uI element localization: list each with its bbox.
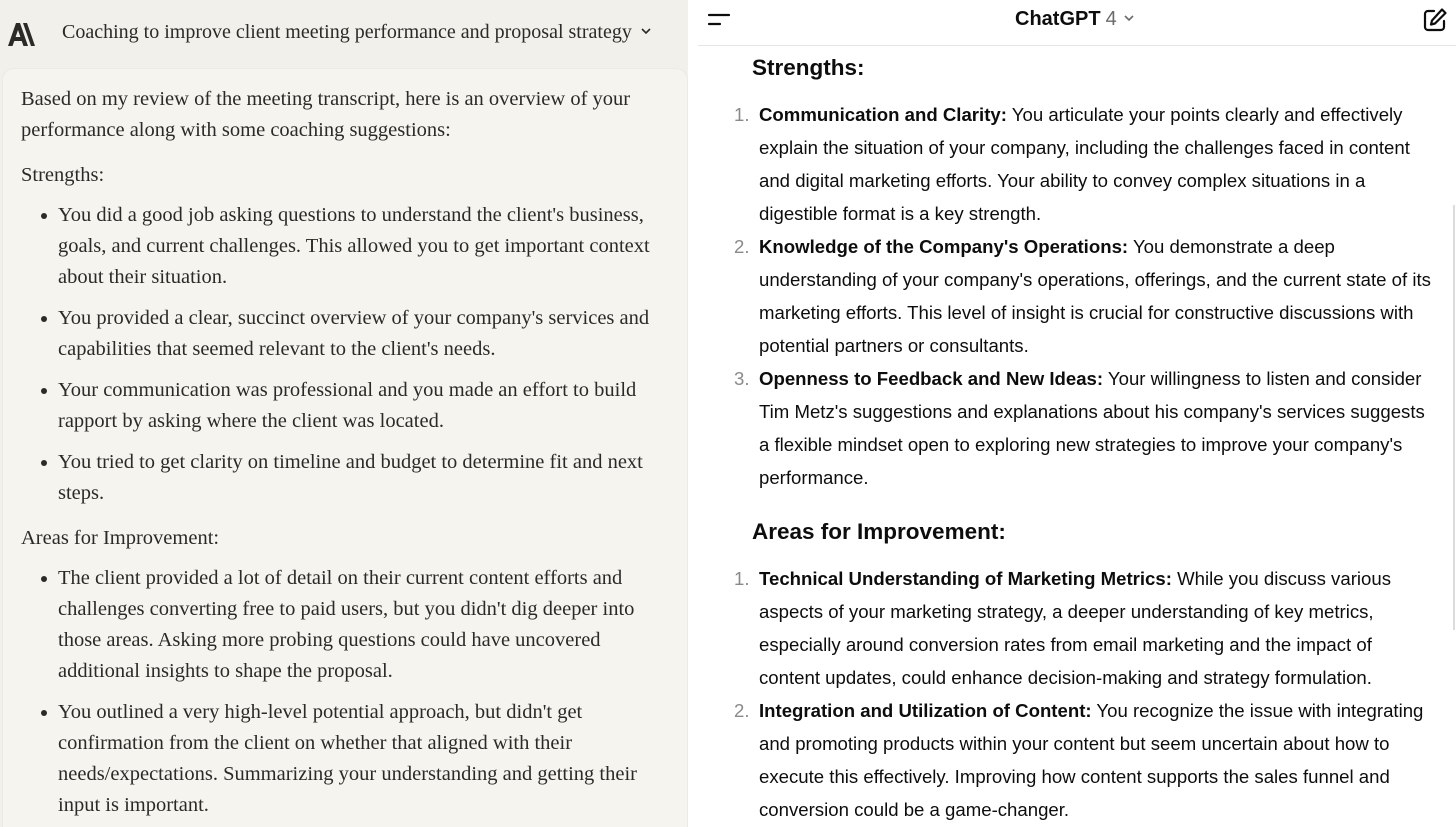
claude-response	[21, 84, 671, 827]
item-text: While you discuss various aspects of your marketing strategy, a deeper understanding of key metrics, especially around conversion rates from email marketing and the impact of content updates, could enhance decision-making and strategy formulation.	[759, 568, 1391, 688]
pane-divider	[688, 0, 698, 827]
edit-icon[interactable]	[1422, 7, 1448, 33]
item-title: Knowledge of the Company's Operations:	[759, 236, 1129, 257]
item-title: Integration and Utilization of Content:	[759, 700, 1092, 721]
list-item	[734, 230, 1434, 362]
list-item: You outlined a very high-level potential approach, but didn't get confirmation from the client on whether that aligned with their needs/expectations. Summarizing your understanding and getting their input is important.	[58, 697, 671, 821]
item-text: You articulate your points clearly and effectively explain the situation of your company, including the challenges faced in content and digital marketing efforts. Your ability to convey complex situations in a digestible format is a key strength.	[759, 104, 1410, 224]
list-number: 1.	[734, 568, 750, 589]
item-title: Technical Understanding of Marketing Metrics:	[759, 568, 1172, 589]
claude-pane	[0, 0, 688, 827]
item-text: Your willingness to listen and consider Tim Metz's suggestions and explanations about his company's services suggests a flexible mindset open to exploring new strategies to improve your company's performance.	[759, 368, 1425, 488]
list-number: 2.	[734, 700, 750, 721]
list-number: 3.	[734, 368, 750, 389]
list-item	[734, 562, 1434, 694]
conversation-title[interactable]	[62, 21, 652, 44]
improvement-list	[21, 563, 671, 821]
response-intro: Based on my review of the meeting transcript, here is an overview of your performance along with some coaching suggestions:	[21, 88, 631, 141]
list-item	[734, 98, 1434, 230]
item-title: Communication and Clarity:	[759, 104, 1007, 125]
model-name: ChatGPT	[1015, 8, 1101, 30]
strengths-list	[734, 98, 1434, 494]
model-version: 4	[1105, 8, 1117, 30]
list-item: The client provided a lot of detail on their current content efforts and challenges converting free to paid users, but you didn't dig deeper into those areas. Asking more probing questions could have uncovered additional insights to shape the proposal.	[58, 563, 671, 687]
strengths-heading: Strengths:	[21, 164, 105, 186]
list-item: You tried to get clarity on timeline and budget to determine fit and next steps.	[58, 447, 671, 509]
list-item: Your communication was professional and you made an effort to build rapport by asking where the client was located.	[58, 375, 671, 437]
chevron-down-icon	[640, 25, 652, 37]
strengths-list	[21, 200, 671, 509]
list-number: 1.	[734, 104, 750, 125]
improvement-list	[734, 562, 1434, 826]
strengths-heading: Strengths:	[752, 55, 865, 80]
scrollbar[interactable]	[1453, 205, 1455, 630]
chevron-down-icon	[1123, 12, 1135, 24]
chatgpt-header	[698, 0, 1456, 46]
conversation-title-text: Coaching to improve client meeting performance and proposal strategy	[62, 21, 632, 43]
sidebar-menu-icon[interactable]	[707, 10, 731, 30]
list-item	[734, 694, 1434, 826]
claude-header	[0, 0, 688, 68]
anthropic-logo[interactable]	[6, 20, 36, 48]
chatgpt-pane	[698, 0, 1456, 827]
item-title: Openness to Feedback and New Ideas:	[759, 368, 1104, 389]
list-item	[734, 362, 1434, 494]
model-selector[interactable]	[1015, 8, 1135, 31]
list-item: You provided a clear, succinct overview of your company's services and capabilities that seemed relevant to the client's needs.	[58, 303, 671, 365]
list-number: 2.	[734, 236, 750, 257]
item-text: You demonstrate a deep understanding of your company's operations, offerings, and the current state of its marketing efforts. This level of insight is crucial for constructive discussions with potential partners or consultants.	[759, 236, 1431, 356]
item-text: You recognize the issue with integrating and promoting products within your content but seem uncertain about how to execute this effectively. Improving how content supports the sales funnel and conversion could be a game-changer.	[759, 700, 1424, 820]
improvement-heading: Areas for Improvement:	[21, 527, 220, 549]
improvement-heading: Areas for Improvement:	[752, 519, 1006, 544]
list-item: You did a good job asking questions to understand the client's business, goals, and current challenges. This allowed you to get important context about their situation.	[58, 200, 671, 293]
